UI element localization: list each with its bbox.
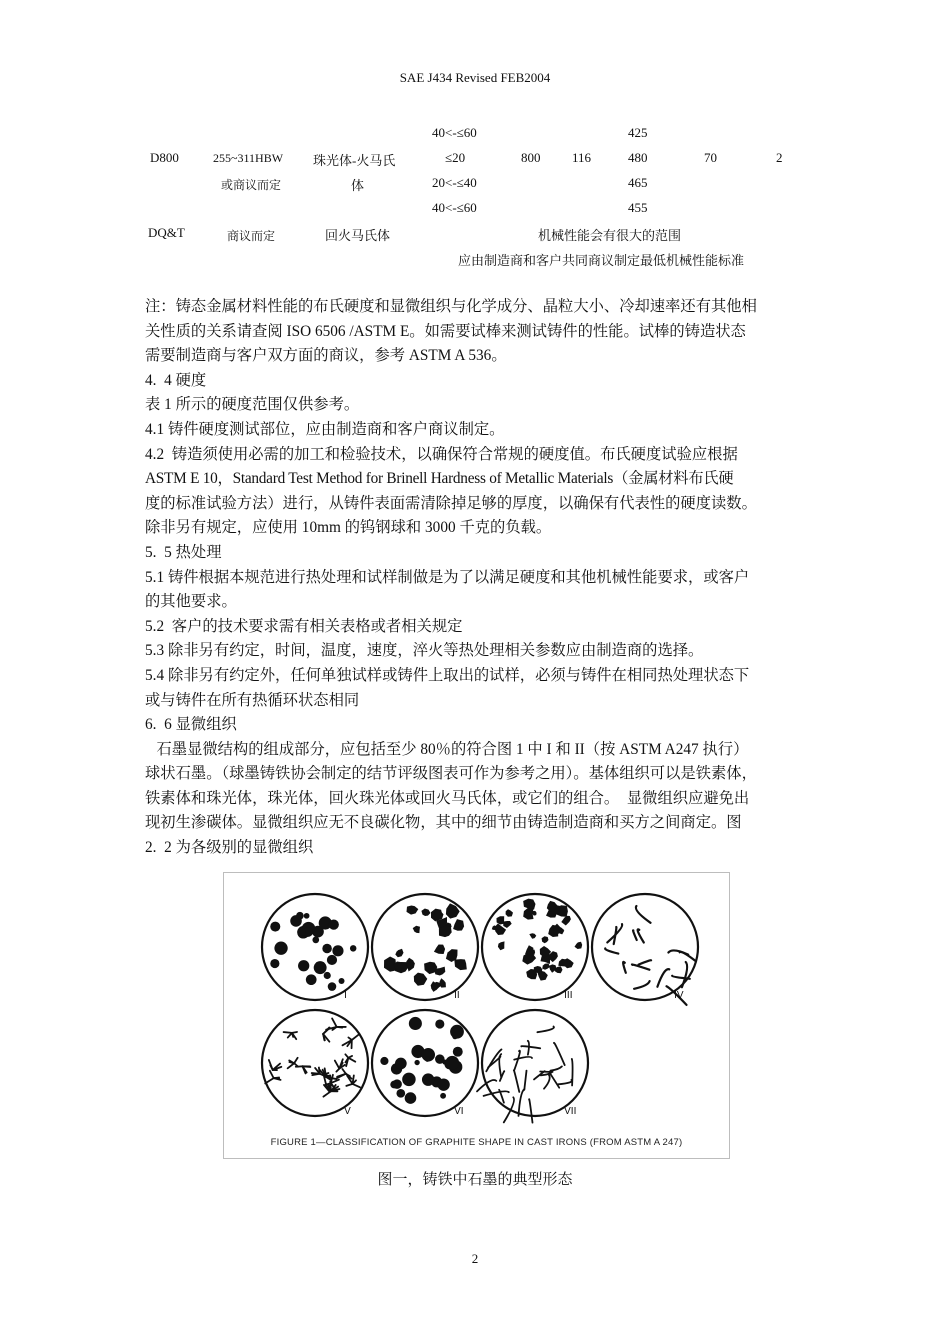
text-line: 石墨显微结构的组成部分，应包括至少 80％的符合图 1 中 I 和 II（按 ASTM A247 执行）	[145, 740, 749, 758]
text-line: 4.2 铸造须使用必需的加工和检验技术，以确保符合常规的硬度值。布氏硬度试验应根据	[145, 445, 738, 463]
yield-4: 455	[628, 200, 648, 215]
yield-2: 480	[628, 150, 648, 165]
figure-label: VII	[564, 1106, 577, 1117]
thickness-3: 20<-≤40	[432, 175, 477, 190]
section-heading: 6. 6 显微组织	[145, 716, 237, 734]
figure-label: II	[454, 990, 460, 1001]
text-line: 的其他要求。	[145, 593, 237, 611]
figure-label: VI	[454, 1106, 464, 1117]
yield-1: 425	[628, 125, 648, 140]
figure-caption: 图一，铸铁中石墨的典型形态	[377, 1172, 573, 1188]
document-header: SAE J434 Revised FEB2004	[399, 70, 551, 85]
grade-d800: D800	[150, 150, 179, 165]
text-line: 5.4 除非另有约定外，任何单独试样或铸件上取出的试样，必须与铸件在相同热处理状态下	[145, 666, 750, 684]
col8-d800: 2	[776, 150, 783, 165]
thickness-1: 40<-≤60	[432, 125, 477, 140]
text-line: 关性质的关系请查阅 ISO 6506 /ASTM E。如需要试棒来测试铸件的性能。试棒的铸造状态	[145, 322, 746, 340]
structure-dqt: 回火马氏体	[325, 228, 391, 243]
col7-d800: 70	[704, 150, 717, 165]
hardness-d800-alt: 或商议而定	[221, 178, 282, 192]
grade-dqt: DQ&T	[148, 225, 185, 240]
text-line: 注：铸态金属材料性能的布氏硬度和显微组织与化学成分、晶粒大小、冷却速率还有其他相	[145, 298, 757, 315]
text-line: 球状石墨。（球墨铸铁协会制定的结节评级图表可作为参考之用）。基体组织可以是铁素体，	[145, 765, 757, 783]
text-line: 4.1 铸件硬度测试部位，应由制造商和客户商议制定。	[145, 420, 505, 438]
hardness-d800: 255~311HBW	[213, 151, 284, 165]
graphite-shape-figure	[223, 872, 730, 1159]
col5-d800: 116	[572, 150, 592, 165]
note-dqt-2: 应由制造商和客户共同商议制定最低机械性能标准	[458, 253, 745, 268]
figure-caption-en: FIGURE 1—CLASSIFICATION OF GRAPHITE SHAPE IN CAST IRONS (FROM ASTM A 247)	[270, 1137, 683, 1148]
structure-d800: 珠光体-火马氏	[313, 153, 396, 168]
figure-label: IV	[674, 990, 684, 1001]
tensile-d800: 800	[521, 150, 541, 165]
note-dqt-1: 机械性能会有很大的范围	[538, 228, 682, 243]
text-line: 铁素体和珠光体，珠光体，回火珠光体或回火马氏体，或它们的组合。 显微组织应避免出	[145, 789, 750, 807]
text-line: 5.1 铸件根据本规范进行热处理和试样制做是为了以满足硬度和其他机械性能要求，或客户	[145, 568, 750, 586]
hardness-dqt: 商议而定	[227, 229, 276, 243]
text-line: 或与铸件在所有热循环状态相同	[145, 691, 360, 709]
text-line: 度的标准试验方法）进行，从铸件表面需清除掉足够的厚度，以确保有代表性的硬度读数。	[145, 494, 757, 512]
structure-d800-cont: 体	[351, 178, 365, 193]
text-line: 现初生渗碳体。显微组织应无不良碳化物，其中的细节由铸造制造商和买方之间商定。图	[145, 814, 742, 832]
figure-label: III	[564, 990, 573, 1001]
section-heading: 5. 5 热处理	[145, 543, 222, 561]
text-line: 5.3 除非另有约定，时间，温度，速度，淬火等热处理相关参数应由制造商的选择。	[145, 642, 704, 660]
text-line: 2. 2 为各级别的显微组织	[145, 839, 314, 857]
thickness-2: ≤20	[445, 150, 466, 165]
yield-3: 465	[628, 175, 648, 190]
graphite-shape-diagram	[224, 873, 729, 1133]
text-line: 除非另有规定，应使用 10mm 的钨钢球和 3000 千克的负载。	[145, 519, 552, 537]
text-line: 表 1 所示的硬度范围仅供参考。	[145, 396, 360, 414]
section-heading: 4. 4 硬度	[145, 371, 207, 389]
text-line: ASTM E 10，Standard Test Method for Brinell Hardness of Metallic Materials（金属材料布氏硬	[145, 470, 734, 488]
figure-label: I	[344, 990, 347, 1001]
thickness-4: 40<-≤60	[432, 200, 477, 215]
text-line: 5.2 客户的技术要求需有相关表格或者相关规定	[145, 617, 463, 635]
page-number: 2	[471, 1251, 479, 1266]
text-line: 需要制造商与客户双方面的商议，参考 ASTM A 536。	[145, 347, 507, 365]
figure-label: V	[344, 1106, 351, 1117]
body-text	[145, 295, 810, 861]
